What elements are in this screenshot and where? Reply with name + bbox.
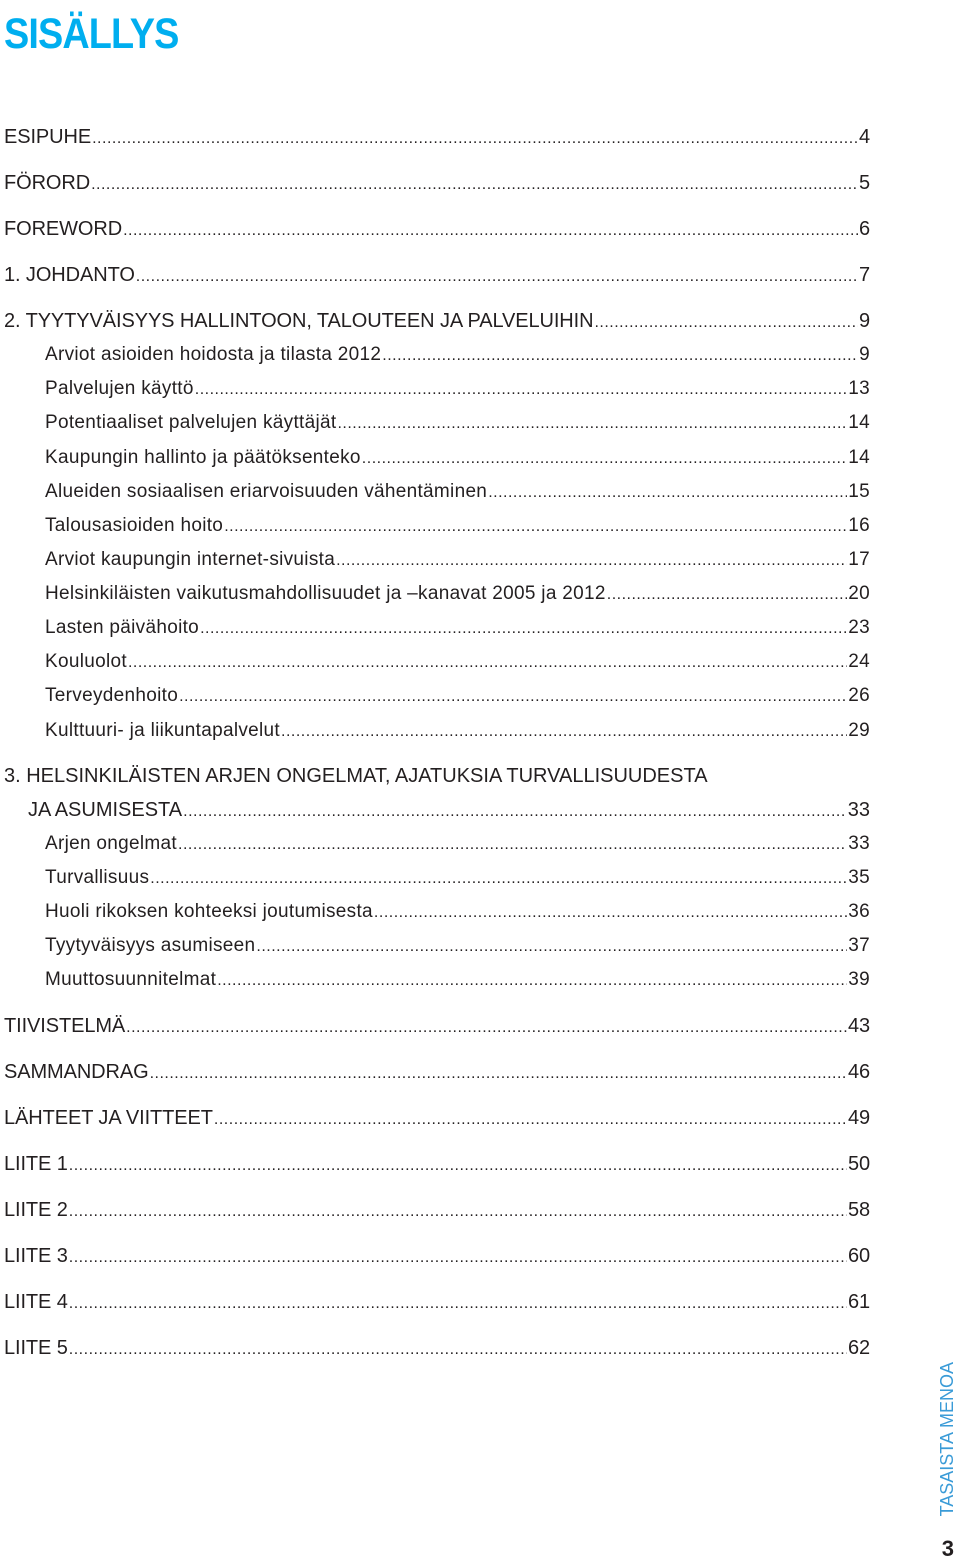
- dot-leader: [337, 411, 847, 437]
- toc-entry-label: Kouluolot: [45, 651, 127, 672]
- toc-entry-label: Arjen ongelmat: [45, 833, 177, 854]
- dot-leader: [594, 310, 858, 336]
- toc-subentry[interactable]: [45, 479, 870, 505]
- toc-entry-page: 4: [858, 126, 870, 148]
- dot-leader: [136, 264, 858, 290]
- toc-entry-page: 26: [848, 685, 870, 706]
- toc-entry-page: 60: [847, 1245, 870, 1267]
- toc-entry-label: Talousasioiden hoito: [45, 515, 224, 536]
- dot-leader: [224, 514, 847, 540]
- toc-subentry[interactable]: [45, 649, 870, 675]
- toc-entry-label: TIIVISTELMÄ: [4, 1015, 126, 1037]
- toc-entry-chapter-3[interactable]: [28, 797, 870, 823]
- dot-leader: [214, 1107, 847, 1133]
- toc-entry-liite-1[interactable]: [4, 1151, 870, 1177]
- toc-entry-label: Huoli rikoksen kohteeksi joutumisesta: [45, 901, 373, 922]
- toc-entry-label: LIITE 4: [4, 1291, 68, 1313]
- toc-entry-chapter-3-heading[interactable]: 3. HELSINKILÄISTEN ARJEN ONGELMAT, AJATUKSIA TURVALLISUUDESTA: [4, 765, 708, 787]
- toc-entry-liite-4[interactable]: [4, 1289, 870, 1315]
- toc-entry-forord[interactable]: [4, 170, 870, 196]
- toc-entry-liite-2[interactable]: [4, 1197, 870, 1223]
- dot-leader: [488, 480, 847, 506]
- toc-entry-label: LIITE 5: [4, 1337, 68, 1359]
- toc-entry-label: SAMMANDRAG: [4, 1061, 149, 1083]
- toc-entry-page: 43: [847, 1015, 870, 1037]
- toc-entry-label: Tyytyväisyys asumiseen: [45, 935, 256, 956]
- toc-entry-label: Terveydenhoito: [45, 685, 179, 706]
- toc-entry-page: 35: [848, 867, 870, 888]
- toc-entry-page: 36: [848, 901, 870, 922]
- toc-entry-label: FOREWORD: [4, 218, 123, 240]
- toc-subentry[interactable]: [45, 933, 870, 959]
- running-section-title: TASAISTA MENOA: [937, 1361, 957, 1516]
- dot-leader: [281, 719, 847, 745]
- toc-subentry[interactable]: [45, 410, 870, 436]
- toc-entry-page: 33: [848, 833, 870, 854]
- toc-entry-page: 61: [847, 1291, 870, 1313]
- toc-entry-label: Turvallisuus: [45, 867, 150, 888]
- toc-entry-page: 58: [847, 1199, 870, 1221]
- toc-subentry[interactable]: [45, 865, 870, 891]
- dot-leader: [69, 1199, 847, 1225]
- dot-leader: [374, 900, 847, 926]
- toc-entry-page: 15: [848, 481, 870, 502]
- toc-entry-label: Alueiden sosiaalisen eriarvoisuuden vähentäminen: [45, 481, 488, 502]
- toc-subentry[interactable]: [45, 581, 870, 607]
- toc-subentry[interactable]: [45, 615, 870, 641]
- toc-entry-page: 14: [848, 412, 870, 433]
- toc-entry-page: 37: [848, 935, 870, 956]
- page-title: SISÄLLYS: [4, 10, 179, 58]
- toc-entry-label: Arviot kaupungin internet-sivuista: [45, 549, 336, 570]
- toc-entry-lahteet[interactable]: [4, 1105, 870, 1131]
- toc-entry-page: 17: [848, 549, 870, 570]
- toc-entry-page: 62: [847, 1337, 870, 1359]
- dot-leader: [123, 218, 858, 244]
- dot-leader: [362, 446, 847, 472]
- dot-leader: [179, 684, 847, 710]
- toc-entry-label: LIITE 2: [4, 1199, 68, 1221]
- toc-subentry[interactable]: [45, 831, 870, 857]
- toc-subentry[interactable]: [45, 718, 870, 744]
- toc-entry-foreword[interactable]: [4, 216, 870, 242]
- dot-leader: [178, 832, 847, 858]
- toc-entry-page: 20: [848, 583, 870, 604]
- toc-entry-page: 7: [858, 264, 870, 286]
- toc-subentry[interactable]: [45, 445, 870, 471]
- toc-entry-page: 9: [858, 310, 870, 332]
- toc-entry-label: Lasten päivähoito: [45, 617, 200, 638]
- toc-entry-page: 49: [847, 1107, 870, 1129]
- toc-entry-label: Muuttosuunnitelmat: [45, 969, 217, 990]
- dot-leader: [183, 799, 847, 825]
- dot-leader: [150, 1061, 847, 1087]
- toc-entry-page: 29: [848, 720, 870, 741]
- dot-leader: [195, 377, 848, 403]
- toc-entry-label: LIITE 1: [4, 1153, 68, 1175]
- toc-entry-page: 50: [847, 1153, 870, 1175]
- dot-leader: [91, 172, 858, 198]
- toc-entry-johdanto[interactable]: [4, 262, 870, 288]
- toc-entry-label: LIITE 3: [4, 1245, 68, 1267]
- dot-leader: [256, 934, 847, 960]
- toc-entry-label: Potentiaaliset palvelujen käyttäjät: [45, 412, 337, 433]
- dot-leader: [217, 968, 847, 994]
- toc-entry-liite-3[interactable]: [4, 1243, 870, 1269]
- dot-leader: [128, 650, 847, 676]
- toc-entry-esipuhe[interactable]: [4, 124, 870, 150]
- toc-subentry[interactable]: [45, 513, 870, 539]
- dot-leader: [126, 1015, 847, 1041]
- toc-entry-label: Palvelujen käyttö: [45, 378, 194, 399]
- dot-leader: [150, 866, 847, 892]
- toc-entry-label: 1. JOHDANTO: [4, 264, 135, 286]
- dot-leader: [607, 582, 848, 608]
- toc-entry-label: ESIPUHE: [4, 126, 92, 148]
- toc-entry-page: 24: [848, 651, 870, 672]
- toc-entry-page: 39: [848, 969, 870, 990]
- toc-entry-page: 33: [847, 799, 870, 821]
- toc-entry-page: 6: [858, 218, 870, 240]
- toc-entry-page: 5: [858, 172, 870, 194]
- toc-entry-tiivistelma[interactable]: [4, 1013, 870, 1039]
- toc-entry-label: Arviot asioiden hoidosta ja tilasta 2012: [45, 344, 382, 365]
- toc-entry-label: Kulttuuri- ja liikuntapalvelut: [45, 720, 281, 741]
- toc-subentry[interactable]: [45, 899, 870, 925]
- dot-leader: [69, 1153, 847, 1179]
- dot-leader: [336, 548, 847, 574]
- dot-leader: [382, 343, 858, 369]
- dot-leader: [69, 1245, 847, 1271]
- toc-entry-label: FÖRORD: [4, 172, 91, 194]
- dot-leader: [69, 1291, 847, 1317]
- toc-subentry[interactable]: [45, 683, 870, 709]
- toc-entry-liite-5[interactable]: [4, 1335, 870, 1361]
- toc-entry-label: Helsinkiläisten vaikutusmahdollisuudet ja –kanavat 2005 ja 2012: [45, 583, 606, 604]
- toc-entry-page: 46: [847, 1061, 870, 1083]
- toc-subentry[interactable]: [45, 547, 870, 573]
- dot-leader: [92, 126, 858, 152]
- dot-leader: [200, 616, 847, 642]
- toc-subentry[interactable]: [45, 376, 870, 402]
- dot-leader: [69, 1337, 847, 1363]
- toc-entry-sammandrag[interactable]: [4, 1059, 870, 1085]
- toc-entry-page: 14: [848, 447, 870, 468]
- toc-entry-label: 2. TYYTYVÄISYYS HALLINTOON, TALOUTEEN JA PALVELUIHIN: [4, 310, 594, 332]
- toc-subentry[interactable]: [45, 342, 870, 368]
- toc-entry-label: JA ASUMISESTA: [28, 799, 183, 821]
- toc-entry-page: 13: [848, 378, 870, 399]
- toc-entry-page: 23: [848, 617, 870, 638]
- page-number: 3: [941, 1536, 954, 1561]
- toc-entry-page: 9: [859, 344, 870, 365]
- toc-entry-label: LÄHTEET JA VIITTEET: [4, 1107, 213, 1129]
- toc-entry-label: Kaupungin hallinto ja päätöksenteko: [45, 447, 361, 468]
- toc-entry-page: 16: [848, 515, 870, 536]
- toc-entry-chapter-2[interactable]: [4, 308, 870, 334]
- toc-subentry[interactable]: [45, 967, 870, 993]
